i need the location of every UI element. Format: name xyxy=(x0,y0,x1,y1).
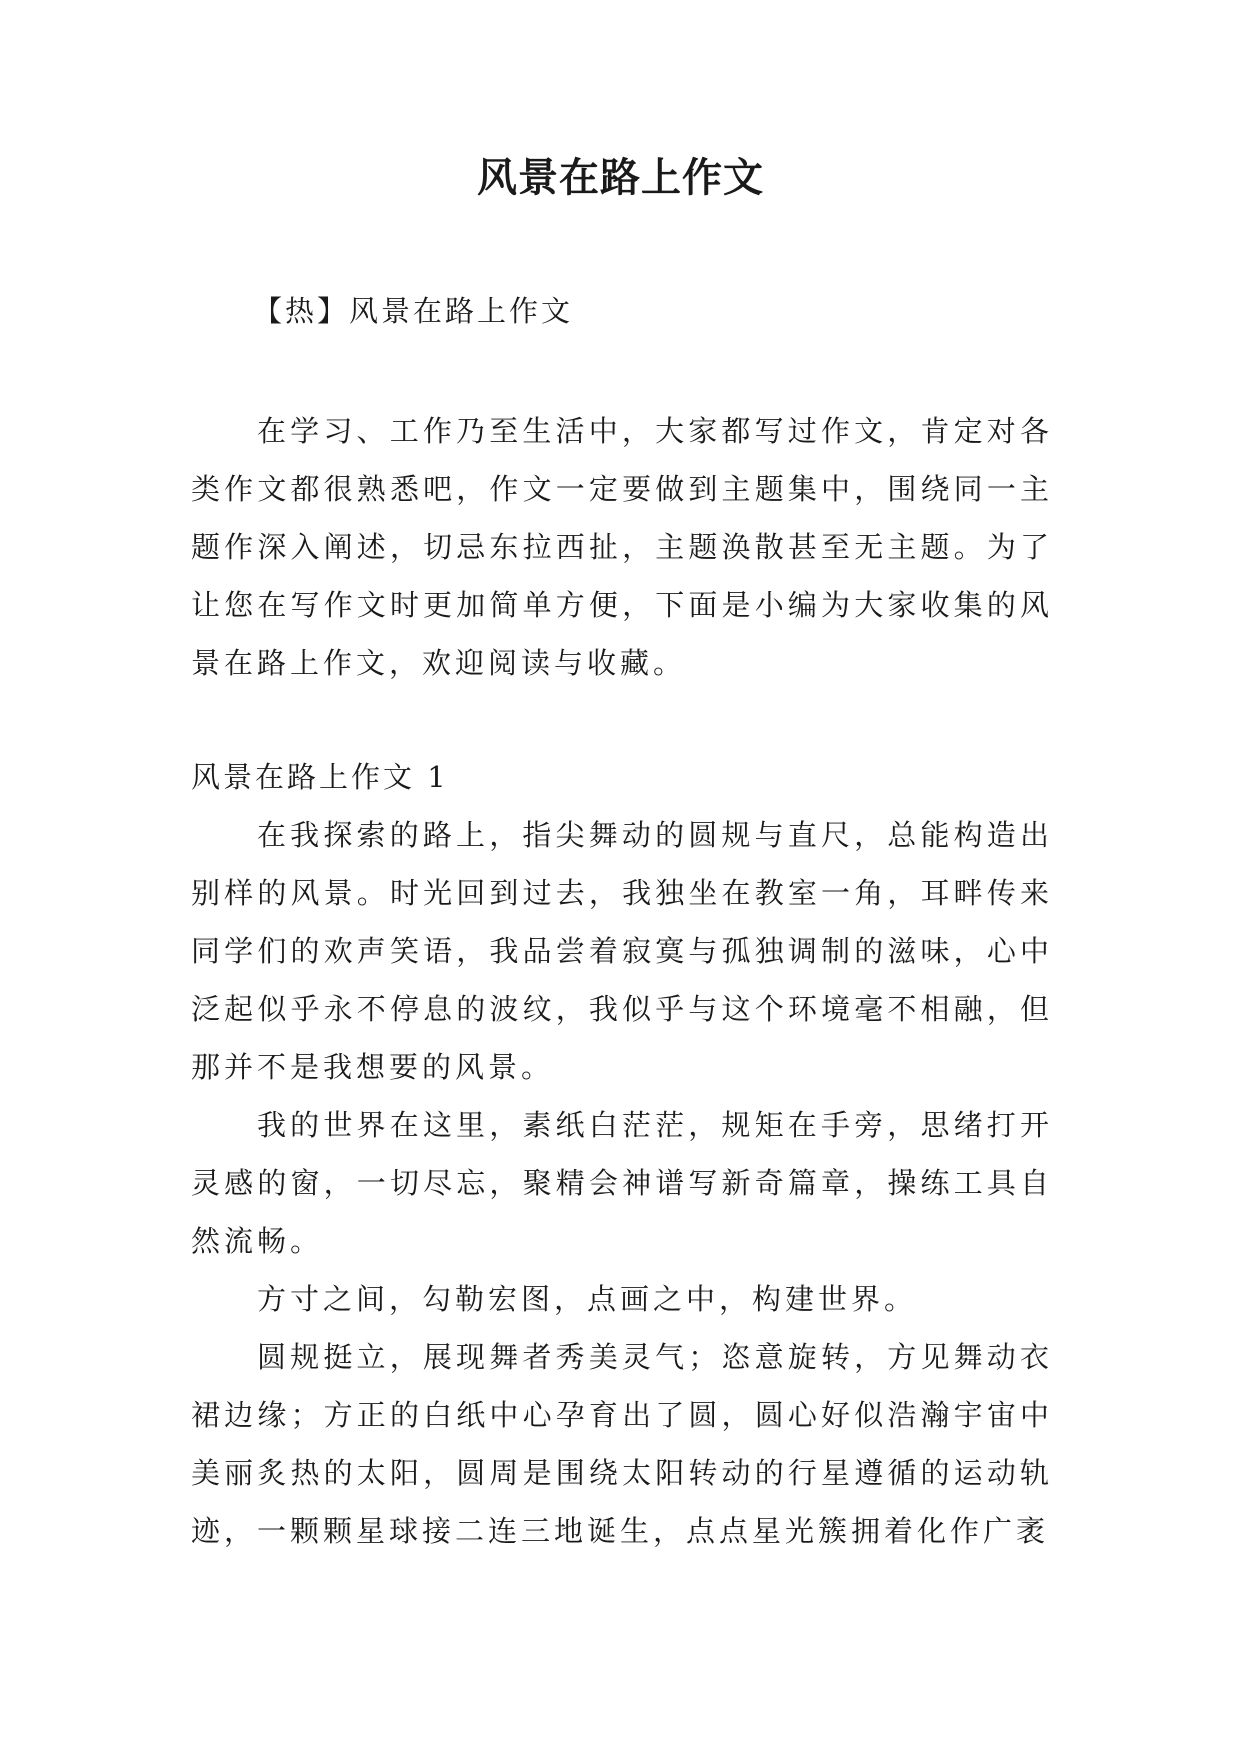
document-subtitle: 【热】风景在路上作文 xyxy=(253,294,574,328)
document-body xyxy=(191,282,1053,1560)
body-paragraph: 圆规挺立，展现舞者秀美灵气；恣意旋转，方见舞动衣裙边缘；方正的白纸中心孕育出了圆，圆心好似浩瀚宇宙中美丽炙热的太阳，圆周是围绕太阳转动的行星遵循的运动轨迹，一颗颗星球接二连三地诞生，点点星光簇拥着化作广袤 xyxy=(191,1340,1053,1548)
spacer xyxy=(191,340,1053,402)
spacer xyxy=(191,692,1053,748)
body-paragraph: 我的世界在这里，素纸白茫茫，规矩在手旁，思绪打开灵感的窗，一切尽忘，聚精会神谱写新奇篇章，操练工具自然流畅。 xyxy=(191,1108,1053,1258)
section-heading: 风景在路上作文 1 xyxy=(191,760,449,794)
document-title: 风景在路上作文 xyxy=(477,154,764,201)
body-paragraph: 在我探索的路上，指尖舞动的圆规与直尺，总能构造出别样的风景。时光回到过去，我独坐在教室一角，耳畔传来同学们的欢声笑语，我品尝着寂寞与孤独调制的滋味，心中泛起似乎永不停息的波纹，我似乎与这个环境毫不相融，但那并不是我想要的风景。 xyxy=(191,818,1053,1084)
intro-paragraph: 在学习、工作乃至生活中，大家都写过作文，肯定对各类作文都很熟悉吧，作文一定要做到主题集中，围绕同一主题作深入阐述，切忌东拉西扯，主题涣散甚至无主题。为了让您在写作文时更加简单方便，下面是小编为大家收集的风景在路上作文，欢迎阅读与收藏。 xyxy=(191,414,1053,680)
body-paragraph: 方寸之间，勾勒宏图，点画之中，构建世界。 xyxy=(257,1282,918,1316)
